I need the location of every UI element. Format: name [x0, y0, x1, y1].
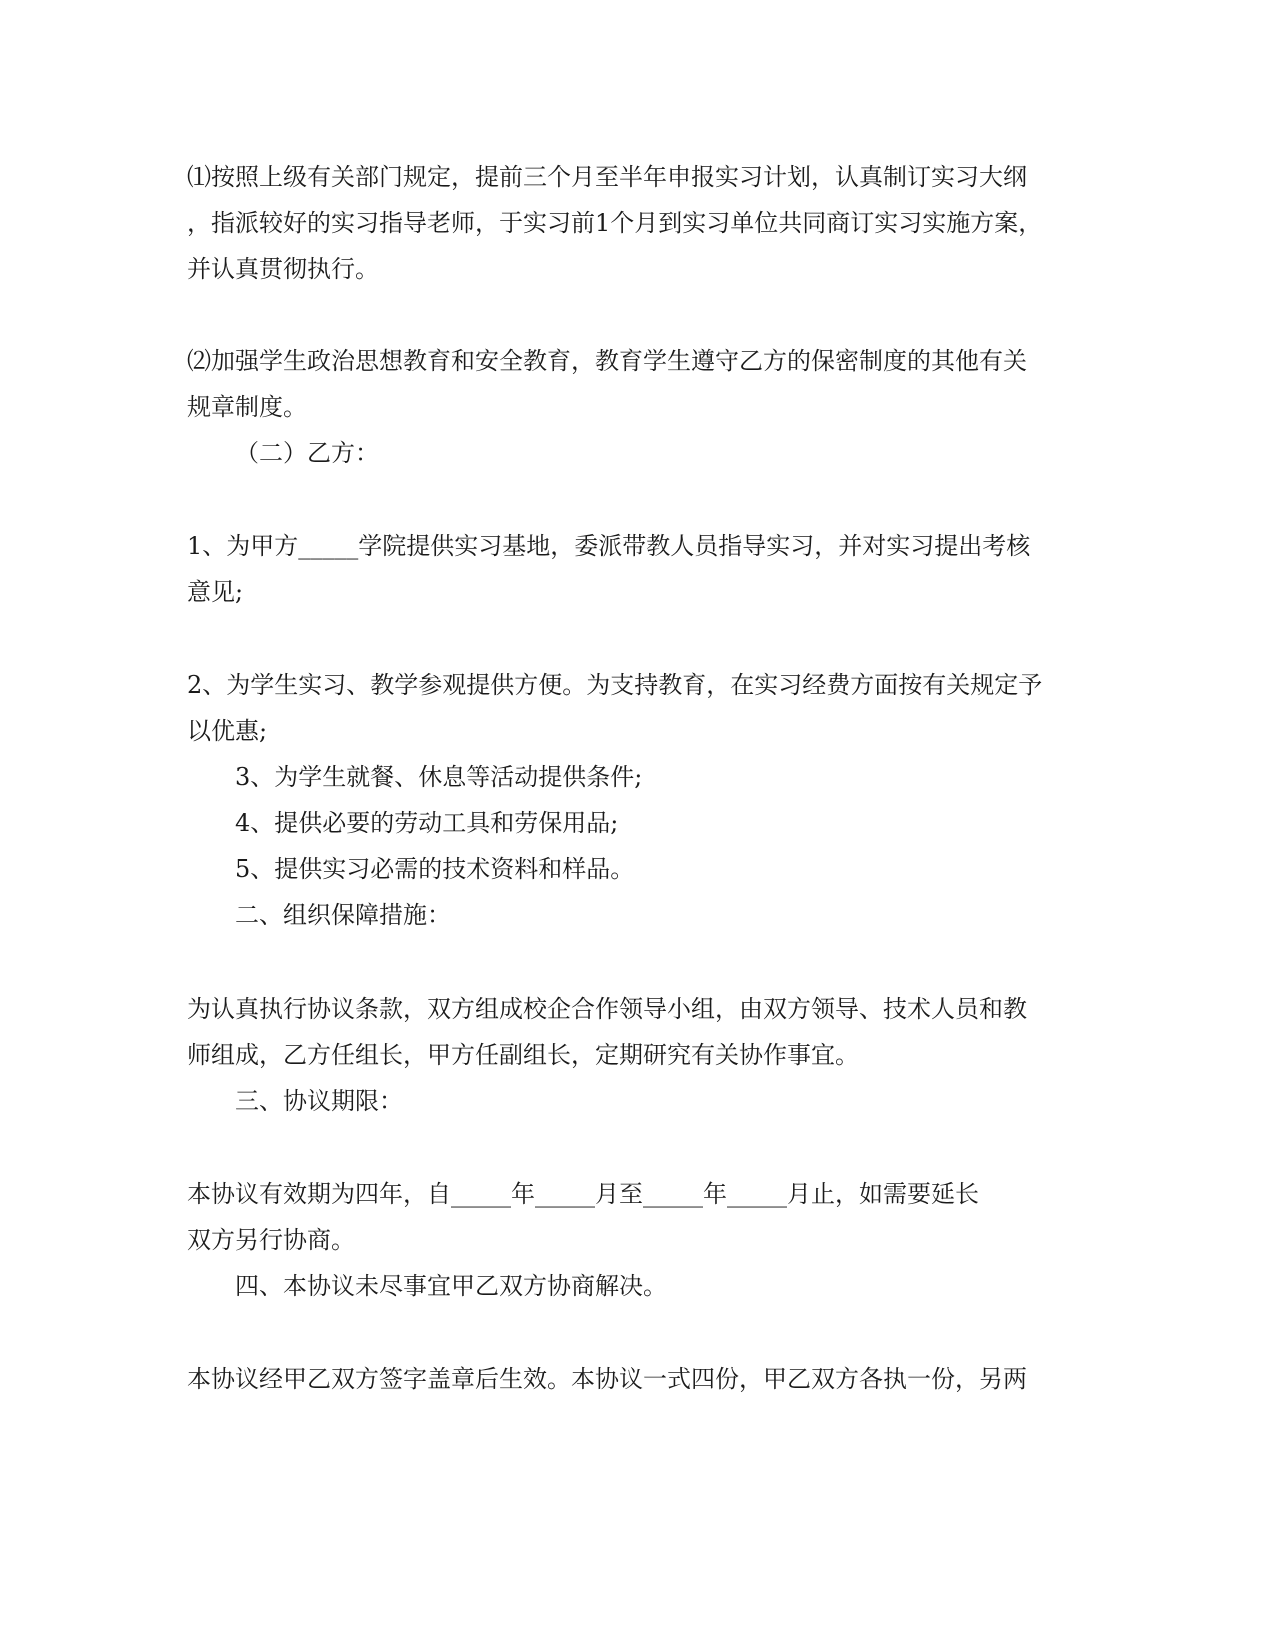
paragraph-1-line-2: ，指派较好的实习指导老师，于实习前1个月到实习单位共同商订实习实施方案， — [187, 209, 1043, 237]
item-1-line-1: 1、为甲方_____学院提供实习基地，委派带教人员指导实习，并对实习提出考核 — [187, 532, 1031, 560]
paragraph-5-line-1: 本协议经甲乙双方签字盖章后生效。本协议一式四份，甲乙双方各执一份，另两 — [187, 1365, 1027, 1393]
paragraph-4-line-1: 本协议有效期为四年，自_____年_____月至_____年_____月止，如需要延长 — [187, 1180, 979, 1208]
item-3: 3、为学生就餐、休息等活动提供条件; — [235, 763, 643, 791]
item-2-line-1: 2、为学生实习、教学参观提供方便。为支持教育，在实习经费方面按有关规定予 — [187, 671, 1043, 699]
section-heading-organization: 二、组织保障措施： — [235, 901, 451, 929]
item-2-line-2: 以优惠; — [187, 717, 268, 745]
paragraph-2-line-2: 规章制度。 — [187, 393, 307, 421]
section-heading-term: 三、协议期限： — [235, 1087, 403, 1115]
section-heading-party-b: （二）乙方： — [235, 439, 379, 467]
item-5: 5、提供实习必需的技术资料和样品。 — [235, 855, 635, 883]
paragraph-3-line-1: 为认真执行协议条款，双方组成校企合作领导小组，由双方领导、技术人员和教 — [187, 995, 1027, 1023]
item-4: 4、提供必要的劳动工具和劳保用品; — [235, 809, 619, 837]
paragraph-3-line-2: 师组成，乙方任组长，甲方任副组长，定期研究有关协作事宜。 — [187, 1041, 859, 1069]
paragraph-1-line-1: ⑴按照上级有关部门规定，提前三个月至半年申报实习计划，认真制订实习大纲 — [187, 163, 1027, 191]
section-heading-other-matters: 四、本协议未尽事宜甲乙双方协商解决。 — [235, 1272, 667, 1300]
paragraph-4-line-2: 双方另行协商。 — [187, 1226, 355, 1254]
item-1-line-2: 意见; — [187, 578, 244, 606]
paragraph-2-line-1: ⑵加强学生政治思想教育和安全教育，教育学生遵守乙方的保密制度的其他有关 — [187, 347, 1027, 375]
paragraph-1-line-3: 并认真贯彻执行。 — [187, 255, 379, 283]
